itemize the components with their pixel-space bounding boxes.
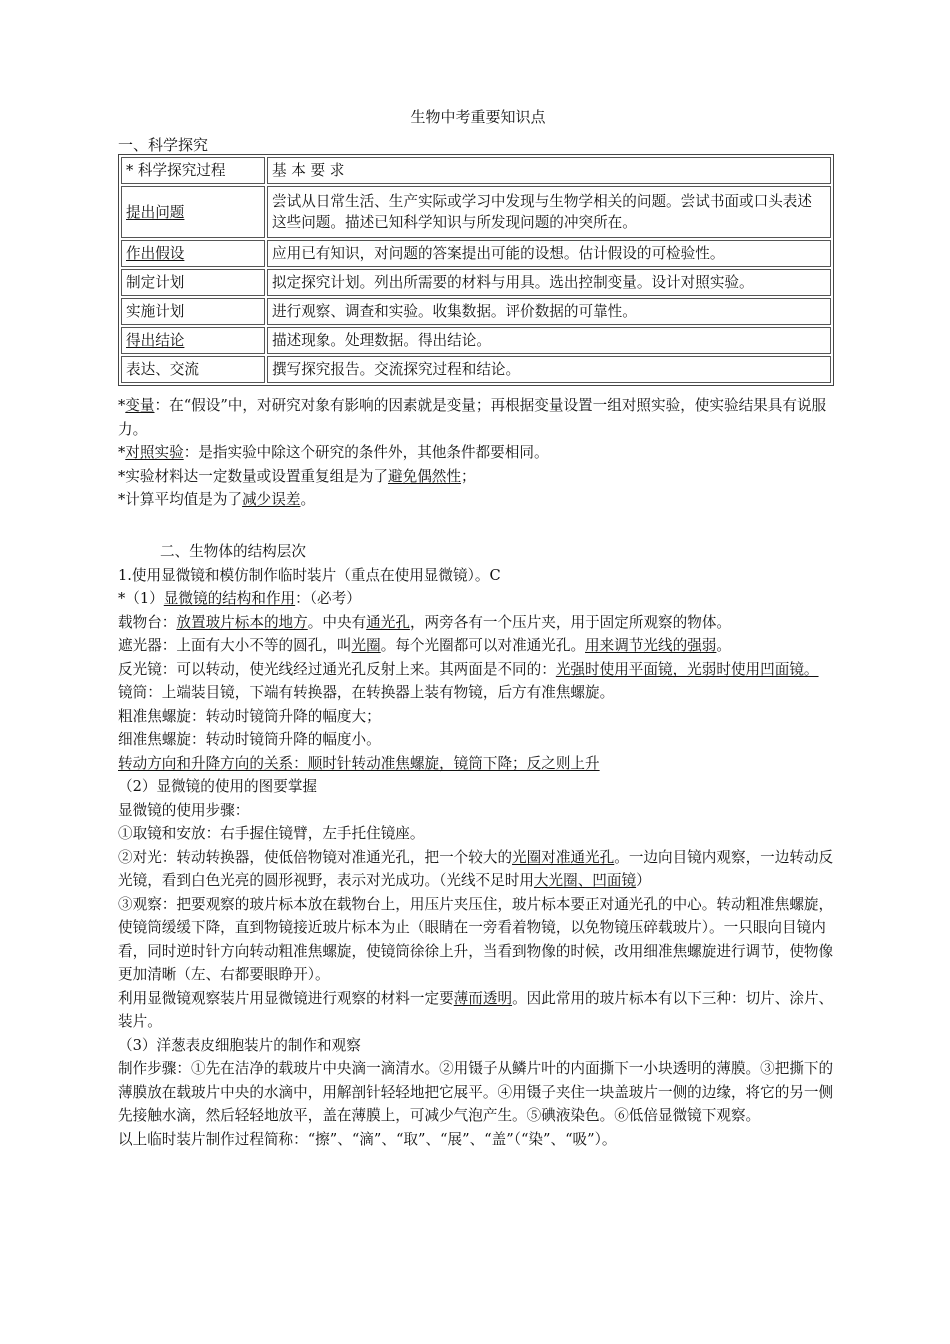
table-row <box>121 327 831 354</box>
paragraph: （2）显微镜的使用的图要掌握 <box>118 778 318 795</box>
paragraph-materials: 利用显微镜观察装片用显微镜进行观察的材料一定要薄而透明。因此常用的玻片标本有以下三种：切片、涂片、装片。 <box>118 989 834 1030</box>
paragraph: （3）洋葱表皮细胞装片的制作和观察 <box>118 1036 361 1054</box>
note-control-experiment: *对照实验：是指实验中除这个研究的条件外，其他条件都要相同。 <box>118 444 549 461</box>
paragraph-step2: ②对光：转动转换器，使低倍物镜对准通光孔，把一个较大的光圈对准通光孔。一边向目镜内观察，一边转动反光镜，看到白色光亮的圆形视野，表示对光成功。（光线不足时用大光圈、凹面镜） <box>118 848 834 889</box>
section2-block <box>118 540 838 1151</box>
paragraph-summary: 以上临时装片制作过程简称：“擦”、“滴”、“取”、“展”、“盖”（“染”、“吸”）。 <box>118 1130 617 1148</box>
paragraph-stage: 载物台：放置玻片标本的地方。中央有通光孔，两旁各有一个压片夹，用于固定所观察的物体。 <box>118 613 732 631</box>
table-row <box>121 186 831 238</box>
table-header-row <box>121 157 831 184</box>
paragraph-step3: ③观察：把要观察的玻片标本放在载物台上，用压片夹压住，玻片标本要正对通光孔的中心。转动粗准焦螺旋，使镜筒缓缓下降，直到物镜接近玻片标本为止（眼睛在一旁看着物镜，以免物镜压碎载玻片）。一只眼向目镜内看，同时逆时针方向转动粗准焦螺旋，使镜筒徐徐上升，当看到物像的时候，改用细准焦螺旋进行调节，使物像更加清晰（左、右都要眼睁开）。 <box>118 895 834 983</box>
table-header-cell: * 科学探究过程 <box>121 157 265 184</box>
table-cell-requirement: 拟定探究计划。列出所需要的材料与用具。选出控制变量。设计对照实验。 <box>267 269 831 296</box>
table-cell-process: 实施计划 <box>121 298 265 325</box>
table-cell-process: 制定计划 <box>121 269 265 296</box>
paragraph-direction: 转动方向和升降方向的关系：顺时针转动准焦螺旋，镜筒下降；反之则上升 <box>118 754 600 772</box>
note-variable: *变量：在“假设”中，对研究对象有影响的因素就是变量；再根据变量设置一组对照实验，使实验结果具有说服力。 <box>118 397 827 438</box>
table-cell-process: 表达、交流 <box>121 356 265 383</box>
table-row <box>121 269 831 296</box>
page-title: 生物中考重要知识点 <box>410 108 546 126</box>
table-cell-requirement: 应用已有知识，对问题的答案提出可能的设想。估计假设的可检验性。 <box>267 240 831 267</box>
table-cell-process: 作出假设 <box>121 240 265 267</box>
table-cell-requirement: 描述现象。处理数据。得出结论。 <box>267 327 831 354</box>
table-row <box>121 298 831 325</box>
notes-block <box>118 394 838 512</box>
table-row <box>121 356 831 383</box>
paragraph-tube: 镜筒：上端装目镜，下端有转换器，在转换器上装有物镜，后方有准焦螺旋。 <box>118 684 615 701</box>
table-cell-requirement: 尝试从日常生活、生产实际或学习中发现与生物学相关的问题。尝试书面或口头表述这些问题。描述已知科学知识与所发现问题的冲突所在。 <box>267 186 831 238</box>
section-heading-structure: 二、生物体的结构层次 <box>160 543 306 560</box>
paragraph-fine: 细准焦螺旋：转动时镜筒升降的幅度小。 <box>118 731 381 748</box>
paragraph-coarse: 粗准焦螺旋：转动时镜筒升降的幅度大； <box>118 707 381 725</box>
paragraph: 1.使用显微镜和模仿制作临时装片（重点在使用显微镜）。C <box>118 566 501 584</box>
paragraph: *（1）显微镜的结构和作用：（必考） <box>118 590 361 607</box>
table-header-cell: 基 本 要 求 <box>267 157 831 184</box>
table-cell-requirement: 撰写探究报告。交流探究过程和结论。 <box>267 356 831 383</box>
table-row <box>121 240 831 267</box>
paragraph-step1: ①取镜和安放：右手握住镜臂，左手托住镜座。 <box>118 825 425 842</box>
section-heading-inquiry: 一、科学探究 <box>118 136 209 154</box>
paragraph: 显微镜的使用步骤： <box>118 801 250 819</box>
paragraph-steps: 制作步骤：①先在洁净的载玻片中央滴一滴清水。②用镊子从鳞片叶的内面撕下一小块透明的薄膜。③把撕下的薄膜放在载玻片中央的水滴中，用解剖针轻轻地把它展平。④用镊子夹住一块盖玻片一侧的边缘，将它的另一侧先接触水滴，然后轻轻地放平，盖在薄膜上，可减少气泡产生。⑤碘液染色。⑥低倍显微镜下观察。 <box>118 1060 834 1124</box>
inquiry-table <box>118 154 834 386</box>
paragraph-diaphragm: 遮光器：上面有大小不等的圆孔，叫光圈。每个光圈都可以对准通光孔。用来调节光线的强弱。 <box>118 637 732 654</box>
note-repeat-group: *实验材料达一定数量或设置重复组是为了避免偶然性； <box>118 467 476 485</box>
note-average: *计算平均值是为了减少误差。 <box>118 491 316 508</box>
table-cell-process: 提出问题 <box>121 186 265 238</box>
table-cell-requirement: 进行观察、调查和实验。收集数据。评价数据的可靠性。 <box>267 298 831 325</box>
paragraph-mirror: 反光镜：可以转动，使光线经过通光孔反射上来。其两面是不同的：光强时使用平面镜，光弱时使用凹面镜。 <box>118 660 819 678</box>
table-cell-process: 得出结论 <box>121 327 265 354</box>
